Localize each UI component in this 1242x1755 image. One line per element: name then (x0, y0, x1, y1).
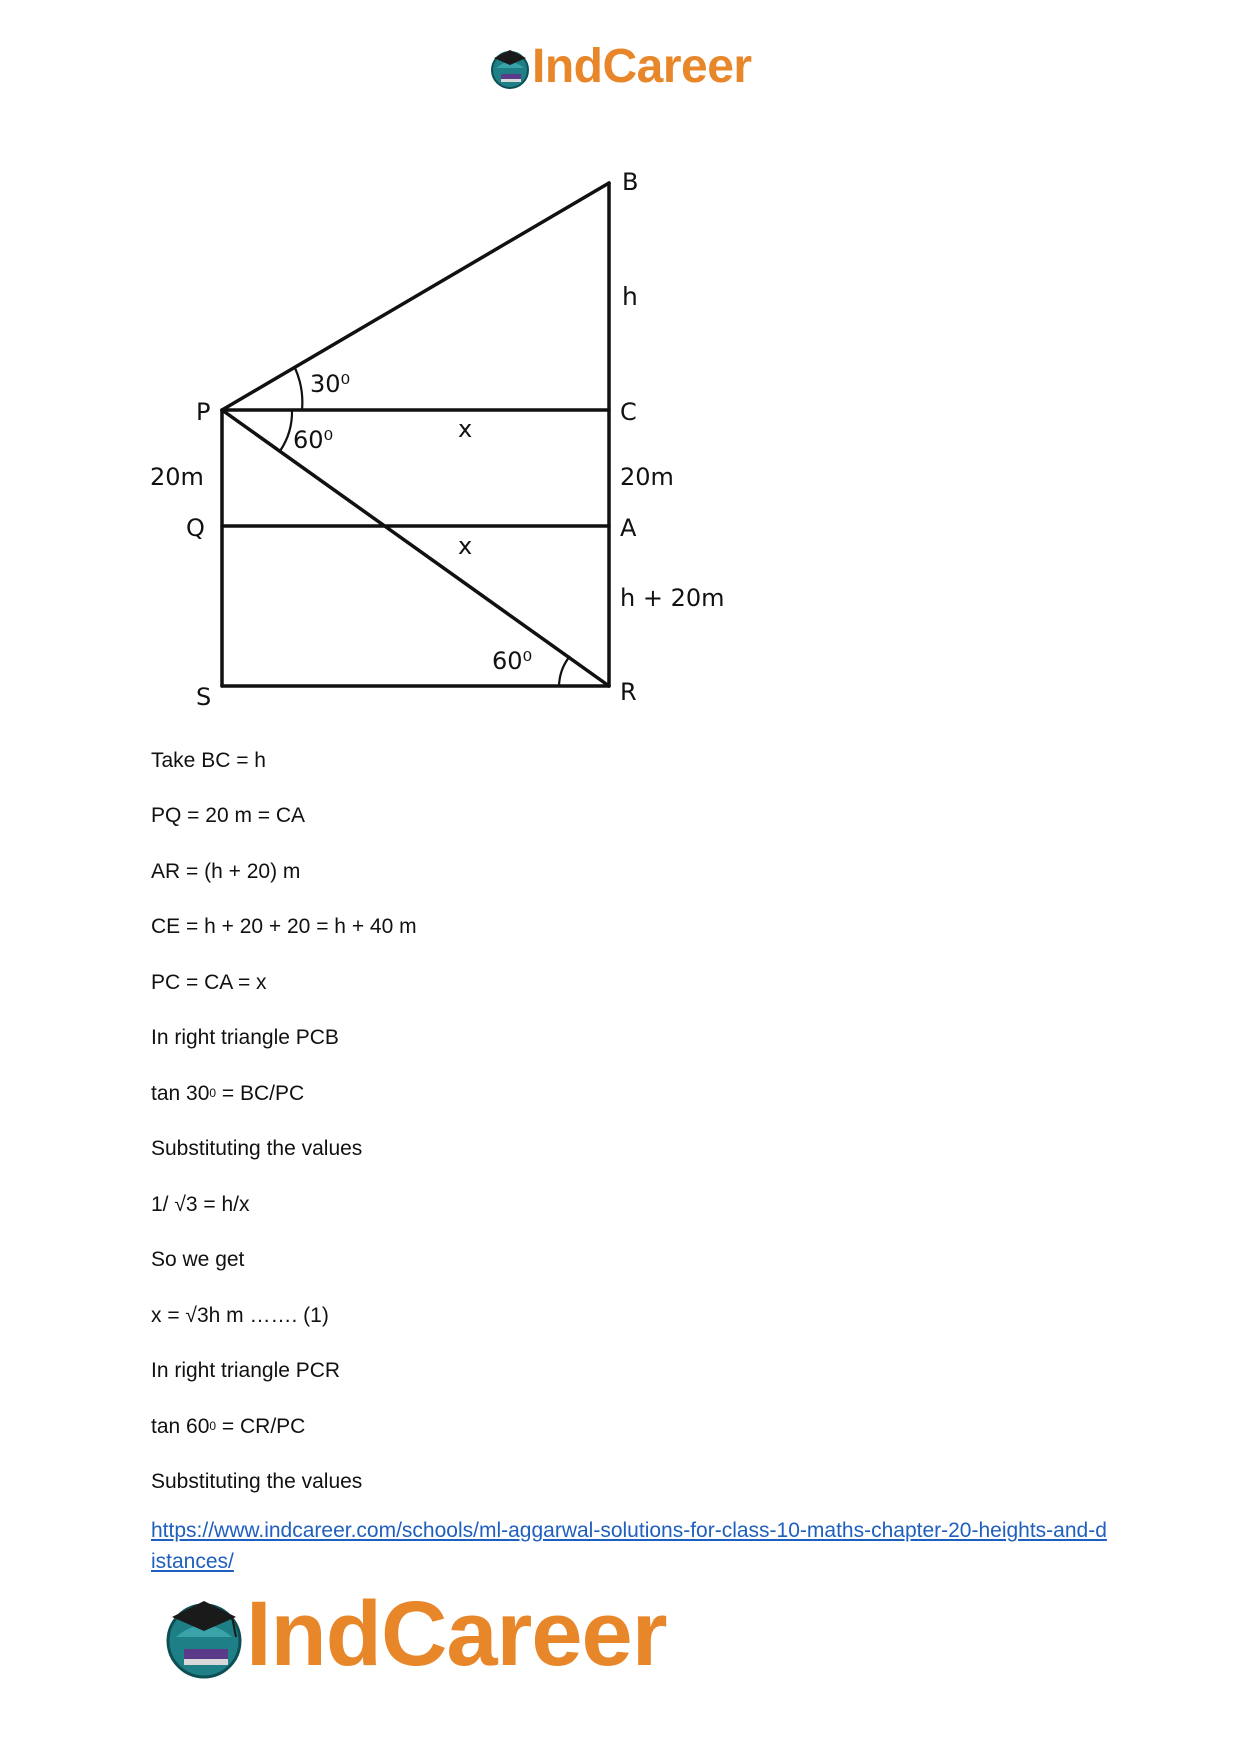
globe-cap-icon (488, 46, 532, 90)
point-label-q: Q (186, 514, 205, 542)
text-line: In right triangle PCR (151, 1359, 341, 1382)
header-logo (488, 40, 768, 94)
angle-label-60-bottom: 60⁰ (492, 647, 533, 675)
point-label-s: S (196, 683, 212, 711)
line-pr (222, 410, 609, 686)
text-line: In right triangle PCB (151, 1026, 339, 1049)
point-label-r: R (620, 678, 637, 706)
point-label-c: C (620, 398, 637, 426)
text-line: AR = (h + 20) m (151, 860, 301, 883)
text-line: PQ = 20 m = CA (151, 804, 306, 827)
source-link[interactable]: https://www.indcareer.com/schools/ml-aggarwal-solutions-for-class-10-maths-chapter-20-heights-and-distances/ (151, 1519, 1107, 1573)
text-line: So we get (151, 1248, 245, 1271)
point-label-p: P (196, 398, 211, 426)
angle-label-30: 30⁰ (310, 370, 351, 398)
label-x-top: x (458, 415, 473, 443)
footer-logo (160, 1585, 720, 1685)
label-h: h (622, 282, 638, 311)
text-line: $\tan 60^0 = CR/PC$ (151, 1415, 306, 1438)
text-line: Substituting the values (151, 1470, 363, 1493)
angle-arc-60-top (280, 410, 292, 451)
label-ca-length: 20m (620, 463, 674, 491)
text-line: Substituting the values (151, 1137, 363, 1160)
logo-wordmark: IndCareer (532, 40, 752, 93)
text-line: CE = h + 20 + 20 = h + 40 m (151, 915, 417, 938)
label-pq-length: 20m (150, 463, 204, 491)
line-pb (222, 183, 609, 410)
point-label-b: B (622, 168, 639, 196)
label-ar-length: h + 20m (620, 584, 725, 612)
text-line: x = √3h m ……. (1) (151, 1304, 329, 1327)
logo-wordmark: IndCareer (246, 1583, 667, 1685)
globe-cap-icon (160, 1593, 248, 1681)
text-line: PC = CA = x (151, 971, 267, 994)
text-line: $\tan 30^0 = BC/PC$ (151, 1082, 305, 1105)
point-label-a: A (620, 514, 637, 542)
text-line: 1/ √3 = h/x (151, 1193, 250, 1216)
label-x-mid: x (458, 532, 473, 560)
angle-arc-60-bottom (559, 656, 570, 686)
angle-label-60-top: 60⁰ (293, 426, 334, 454)
heights-distances-diagram (140, 160, 740, 720)
angle-arc-30 (295, 368, 302, 410)
text-line: Take BC = h (151, 749, 266, 772)
